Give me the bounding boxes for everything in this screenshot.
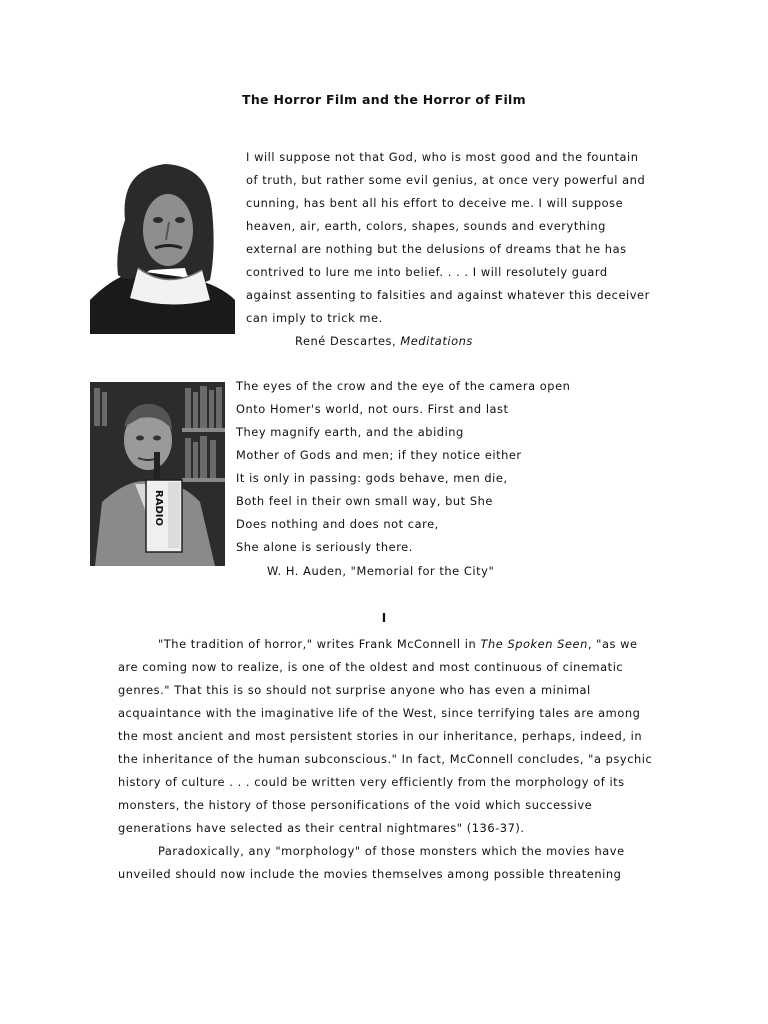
- paragraph-line: unveiled should now include the movies themselves among possible threatening: [118, 867, 622, 881]
- attribution-author: René Descartes,: [295, 334, 401, 348]
- auden-attribution: W. H. Auden, "Memorial for the City": [267, 564, 495, 578]
- paragraph-line: genres." That this is so should not surprise anyone who has even a minimal: [118, 683, 591, 697]
- descartes-portrait: [90, 150, 235, 334]
- epigraph-line: heaven, air, earth, colors, shapes, sounds and everything: [246, 219, 606, 233]
- poem-line: They magnify earth, and the abiding: [236, 425, 464, 439]
- book-title: The Spoken Seen: [480, 637, 588, 651]
- epigraph-line: can imply to trick me.: [246, 311, 383, 325]
- epigraph-line: cunning, has bent all his effort to deceive me. I will suppose: [246, 196, 624, 210]
- poem-line: The eyes of the crow and the eye of the camera open: [236, 379, 571, 393]
- epigraph-line: of truth, but rather some evil genius, at once very powerful and: [246, 173, 646, 187]
- paragraph-line: the most ancient and most persistent stories in our inheritance, perhaps, indeed, in: [118, 729, 643, 743]
- poem-line: Mother of Gods and men; if they notice either: [236, 448, 522, 462]
- epigraph-line: against assenting to falsities and against whatever this deceiver: [246, 288, 650, 302]
- descartes-attribution: [295, 330, 473, 353]
- paragraph-line: are coming now to realize, is one of the oldest and most continuous of cinematic: [118, 660, 624, 674]
- paragraph-line: acquaintance with the imaginative life of the West, since terrifying tales are among: [118, 706, 641, 720]
- attribution-work: Meditations: [400, 334, 473, 348]
- poem-line: It is only in passing: gods behave, men die,: [236, 471, 508, 485]
- microphone-label: RADIO: [153, 490, 164, 526]
- descartes-epigraph: [246, 146, 650, 330]
- epigraph-line: contrived to lure me into belief. . . . I will resolutely guard: [246, 265, 608, 279]
- paragraph-line: generations have selected as their central nightmares" (136-37).: [118, 821, 525, 835]
- text-run: , "as we: [587, 637, 638, 651]
- paragraph-line: [118, 633, 658, 656]
- text-run: "The tradition of horror," writes Frank McConnell in: [158, 637, 481, 651]
- epigraph-line: I will suppose not that God, who is most good and the fountain: [246, 150, 639, 164]
- section-marker: I: [381, 611, 387, 625]
- body-text: [118, 633, 658, 886]
- paragraph-line: history of culture . . . could be written very efficiently from the morphology of its: [118, 775, 625, 789]
- auden-epigraph: [236, 375, 570, 559]
- paragraph-line: monsters, the history of those personifications of the void which successive: [118, 798, 593, 812]
- auden-portrait: [90, 382, 225, 566]
- poem-line: Both feel in their own small way, but She: [236, 494, 493, 508]
- paragraph-line: Paradoxically, any "morphology" of those monsters which the movies have: [158, 844, 625, 858]
- epigraph-line: external are nothing but the delusions of dreams that he has: [246, 242, 627, 256]
- poem-line: She alone is seriously there.: [236, 540, 413, 554]
- poem-line: Does nothing and does not care,: [236, 517, 439, 531]
- poem-line: Onto Homer's world, not ours. First and last: [236, 402, 509, 416]
- paragraph-line: the inheritance of the human subconscious." In fact, McConnell concludes, "a psychic: [118, 752, 653, 766]
- page-title: The Horror Film and the Horror of Film: [242, 92, 526, 107]
